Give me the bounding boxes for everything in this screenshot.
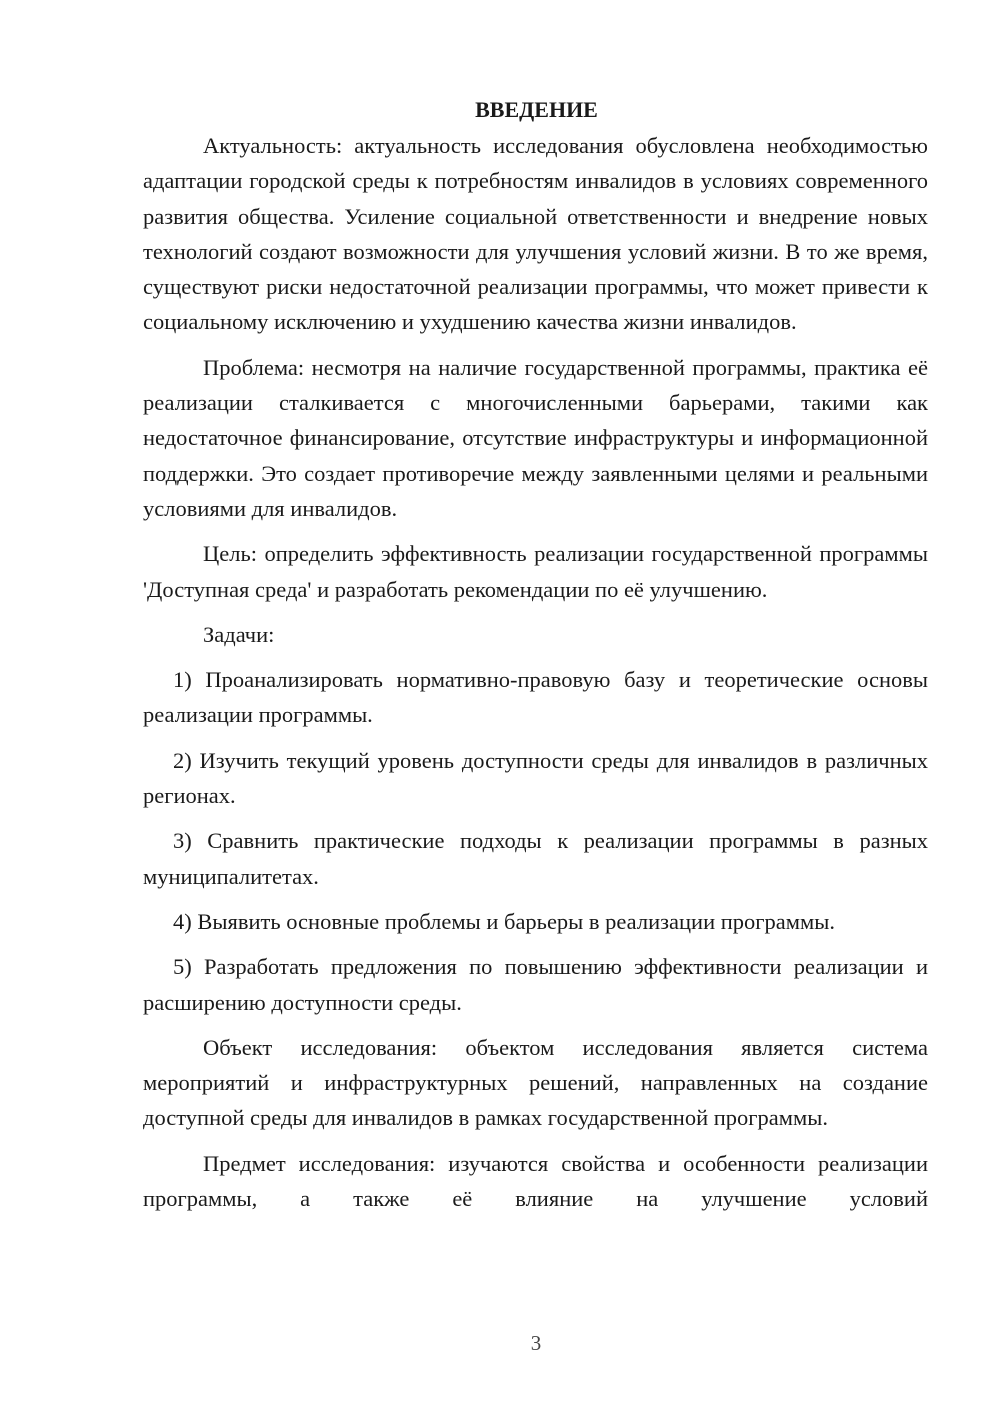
task-item-1: 1) Проанализировать нормативно-правовую базу и теоретические основы реализации программы.	[143, 667, 928, 728]
document-page	[143, 94, 928, 1226]
relevance-paragraph: Актуальность: актуальность исследования обусловлена необходимостью адаптации городской среды к потребностям инвалидов в условиях современного развития общества. Усиление социальной ответственности и внедрение новых технологий создают возможности для улучшения условий жизни. В то же время, существуют риски недостаточной реализации программы, что может привести к социальному исключению и ухудшению качества жизни инвалидов.	[143, 133, 928, 335]
problem-paragraph: Проблема: несмотря на наличие государственной программы, практика её реализации сталкивается с многочисленными барьерами, такими как недостаточное финансирование, отсутствие инфраструктуры и информационной поддержки. Это создает противоречие между заявленными целями и реальными условиями для инвалидов.	[143, 354, 928, 521]
object-paragraph: Объект исследования: объектом исследования является система мероприятий и инфраструктурных решений, направленных на создание доступной среды для инвалидов в рамках государственной программы.	[143, 1034, 928, 1131]
task-item-3: 3) Сравнить практические подходы к реализации программы в разных муниципалитетах.	[143, 828, 928, 889]
subject-paragraph: Предмет исследования: изучаются свойства и особенности реализации программы, а также её влияние на улучшение условий	[143, 1150, 928, 1212]
task-item-4: 4) Выявить основные проблемы и барьеры в реализации программы.	[173, 908, 835, 934]
page-number: 3	[530, 1331, 542, 1355]
task-item-2: 2) Изучить текущий уровень доступности среды для инвалидов в различных регионах.	[143, 747, 928, 809]
task-item-5: 5) Разработать предложения по повышению эффективности реализации и расширению доступности среды.	[143, 954, 928, 1015]
tasks-label: Задачи:	[203, 621, 275, 647]
goal-paragraph: Цель: определить эффективность реализации государственной программы 'Доступная среда' и разработать рекомендации по её улучшению.	[143, 541, 928, 602]
section-heading: ВВЕДЕНИЕ	[475, 97, 598, 122]
